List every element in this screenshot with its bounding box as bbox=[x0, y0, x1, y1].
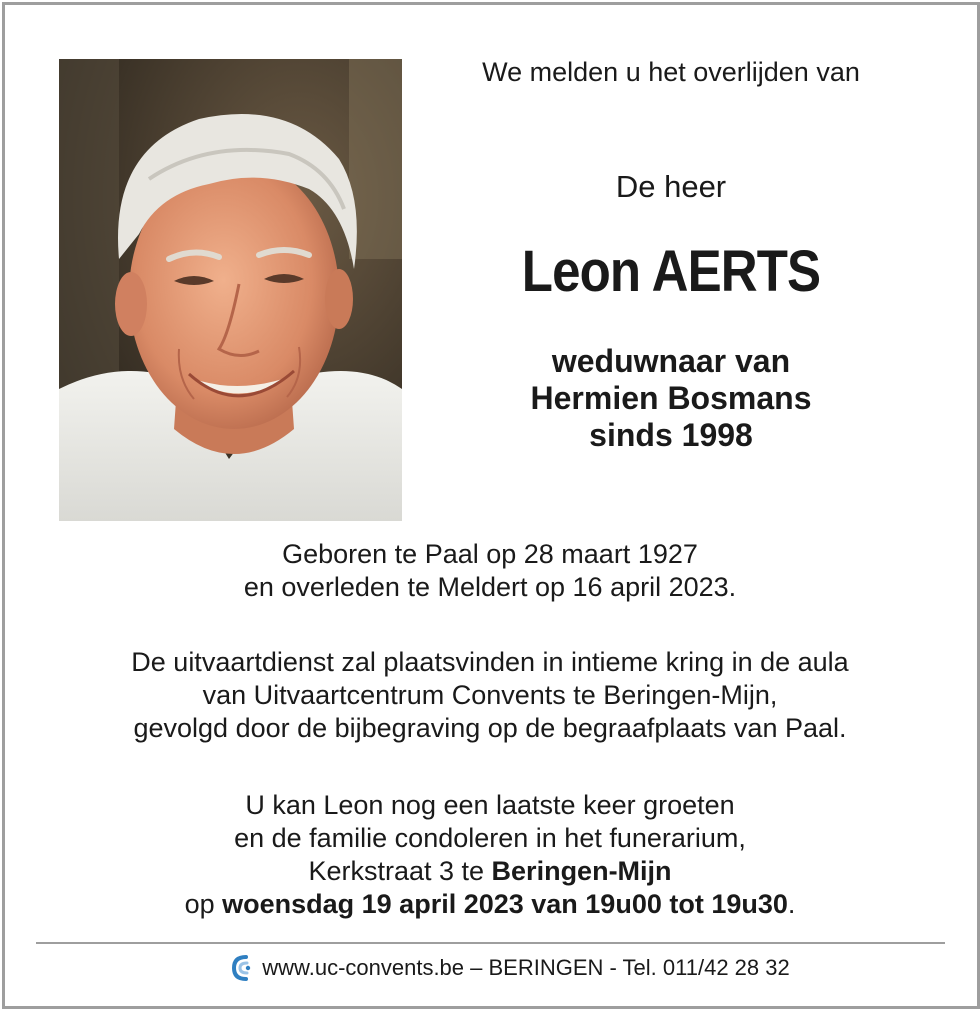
footer-contact-text: www.uc-convents.be – BERINGEN - Tel. 011/42 28 32 bbox=[262, 955, 790, 980]
funeral-service-info bbox=[30, 646, 950, 745]
visit-line: U kan Leon nog een laatste keer groeten bbox=[245, 790, 735, 820]
footer-divider bbox=[36, 942, 945, 944]
visitation-info bbox=[30, 789, 950, 921]
widower-line: sinds 1998 bbox=[589, 417, 753, 453]
widower-line: Hermien Bosmans bbox=[530, 380, 812, 416]
visit-line: en de familie condoleren in het funerarium, bbox=[234, 823, 746, 853]
portrait-photo bbox=[59, 59, 402, 521]
death-line: en overleden te Meldert op 16 april 2023. bbox=[243, 572, 737, 602]
birth-death-info bbox=[30, 538, 950, 604]
widower-line: weduwnaar van bbox=[551, 343, 791, 379]
service-line: gevolgd door de bijbegraving op de begraafplaats van Paal. bbox=[133, 713, 847, 743]
visit-location: Beringen-Mijn bbox=[491, 856, 672, 886]
widower-info bbox=[420, 343, 922, 454]
visit-date-time: woensdag 19 april 2023 van 19u00 tot 19u30 bbox=[222, 889, 788, 919]
visit-date-suffix: . bbox=[787, 889, 796, 919]
honorific: De heer bbox=[615, 169, 727, 204]
service-line: De uitvaartdienst zal plaatsvinden in intieme kring in de aula bbox=[131, 647, 849, 677]
visit-address-prefix: Kerkstraat 3 te bbox=[308, 856, 492, 886]
announcement-intro: We melden u het overlijden van bbox=[482, 57, 860, 87]
service-line: van Uitvaartcentrum Convents te Beringen-Mijn, bbox=[202, 680, 778, 710]
footer bbox=[160, 950, 860, 986]
visit-date-prefix: op bbox=[184, 889, 223, 919]
deceased-name: Leon AERTS bbox=[521, 239, 821, 304]
visit-date-line bbox=[30, 888, 950, 921]
convents-logo-icon bbox=[230, 953, 252, 983]
birth-line: Geboren te Paal op 28 maart 1927 bbox=[282, 539, 698, 569]
visit-address-line bbox=[30, 855, 950, 888]
